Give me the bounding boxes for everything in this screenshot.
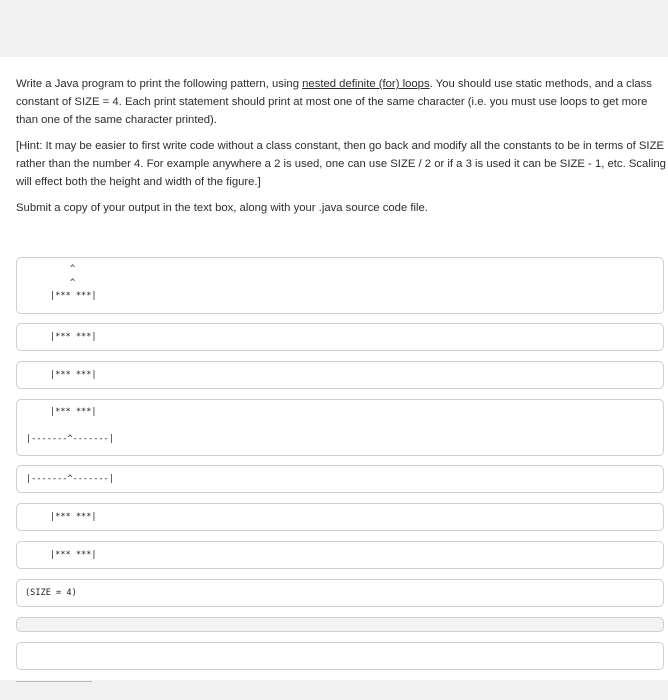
nested-loops-link[interactable]: nested definite (for) loops [302, 78, 430, 90]
answer-line-10[interactable] [16, 642, 664, 670]
dash-row-2: |-------^-------| [26, 474, 114, 484]
answer-line-2[interactable] [16, 323, 664, 351]
star-row-1: |*** ***| [50, 291, 97, 301]
star-row-5: |*** ***| [50, 512, 97, 522]
submit-instruction: Submit a copy of your output in the text box, along with your .java source code file. [16, 202, 428, 214]
answer-line-8[interactable] [16, 579, 664, 607]
answer-line-4[interactable] [16, 399, 664, 456]
dash-row-1: |-------^-------| [26, 434, 114, 444]
footer-divider [16, 681, 92, 682]
star-row-4: |*** ***| [50, 407, 97, 417]
star-row-6: |*** ***| [50, 550, 97, 560]
answer-line-1[interactable] [16, 257, 664, 314]
footer-band [0, 680, 668, 700]
answer-line-6[interactable] [16, 503, 664, 531]
question-p1-before: Write a Java program to print the following pattern, using [16, 78, 303, 90]
caret-line-2: ^ [70, 278, 76, 288]
answer-line-3[interactable] [16, 361, 664, 389]
answer-line-5[interactable] [16, 465, 664, 493]
answer-line-7[interactable] [16, 541, 664, 569]
star-row-3: |*** ***| [50, 370, 97, 380]
caret-line-1: ^ [70, 264, 76, 274]
question-paragraph-1 [16, 75, 666, 129]
question-text [16, 75, 666, 225]
question-p1-after: . You should use static methods, and a class constant of SIZE = 4. Each print statement should print at most one of the same character (i.e. you must use loops to get more than one of the same character printed). [16, 78, 652, 126]
header-band [0, 0, 668, 57]
size-label: (SIZE = 4) [25, 588, 77, 598]
star-row-2: |*** ***| [50, 332, 97, 342]
hint-paragraph: [Hint: It may be easier to first write code without a class constant, then go back and modify all the constants to be in terms of SIZE rather than the number 4. For example anywhere a 2 is used, one can use SIZE / 2 or if a 3 is used it can be SIZE - 1, etc. Scaling will effect both the height and width of the figure.] [16, 140, 666, 188]
answer-line-9[interactable] [16, 617, 664, 632]
